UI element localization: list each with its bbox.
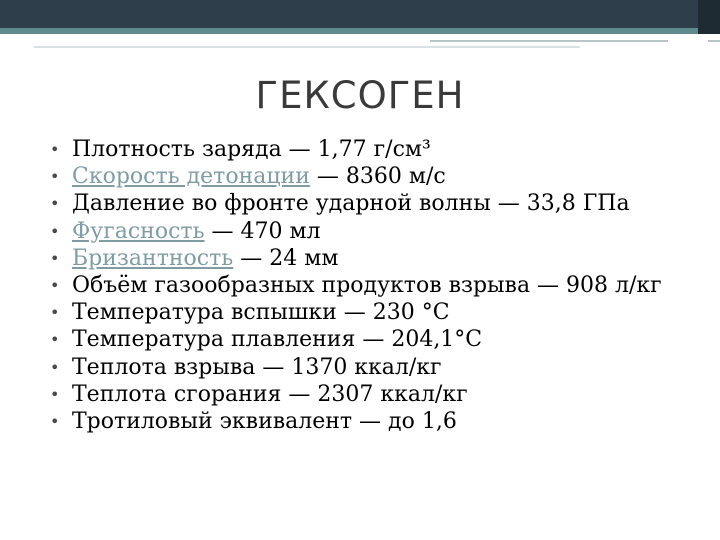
- item-text: Тротиловый эквивалент — до 1,6: [72, 409, 457, 435]
- slide-title: ГЕКСОГЕН: [255, 74, 465, 117]
- decorative-line: [430, 40, 668, 42]
- list-item: [46, 136, 686, 163]
- bullet-icon: •: [50, 412, 60, 432]
- decorative-line: [708, 40, 720, 42]
- header-corner-block: [698, 0, 720, 34]
- list-item: [46, 163, 686, 190]
- bullet-icon: •: [50, 140, 60, 159]
- bullet-icon: •: [50, 357, 60, 377]
- bullet-icon: •: [50, 221, 60, 241]
- item-text: Давление во фронте ударной волны — 33,8 ГПа: [72, 191, 630, 217]
- list-item: [46, 272, 686, 299]
- bullet-icon: •: [50, 384, 60, 404]
- bullet-icon: •: [50, 303, 60, 323]
- item-text: Теплота взрыва — 1370 ккал/кг: [72, 354, 442, 380]
- list-item: [46, 190, 686, 217]
- header-accent-strip: [0, 28, 720, 34]
- list-item: [46, 299, 686, 326]
- list-item: [46, 326, 686, 353]
- list-item: [46, 218, 686, 245]
- item-text: Плотность заряда — 1,77 г/см³: [72, 137, 431, 162]
- property-list: [46, 136, 686, 435]
- list-item: [46, 408, 686, 435]
- item-text: Температура вспышки — 230 °С: [72, 300, 450, 326]
- bullet-icon: •: [50, 330, 60, 350]
- bullet-icon: •: [50, 248, 60, 268]
- list-item: [46, 245, 686, 272]
- item-text: — 470 мл: [204, 218, 321, 244]
- bullet-icon: •: [50, 276, 60, 296]
- item-text: Температура плавления — 204,1°С: [72, 327, 483, 353]
- item-text: Объём газообразных продуктов взрыва — 908 л/кг: [72, 273, 662, 299]
- header-band: [0, 0, 720, 28]
- item-link-explosive-power[interactable]: Фугасность: [72, 218, 205, 244]
- bullet-icon: •: [50, 194, 60, 214]
- decorative-line: [34, 46, 580, 48]
- list-item: [46, 354, 686, 381]
- item-text: — 8360 м/с: [309, 164, 446, 190]
- item-text: — 24 мм: [233, 245, 339, 271]
- bullet-icon: •: [50, 167, 60, 187]
- item-text: Теплота сгорания — 2307 ккал/кг: [72, 381, 468, 407]
- list-item: [46, 381, 686, 408]
- item-link-brisance[interactable]: Бризантность: [72, 245, 234, 271]
- item-link-detonation-velocity[interactable]: Скорость детонации: [72, 164, 310, 190]
